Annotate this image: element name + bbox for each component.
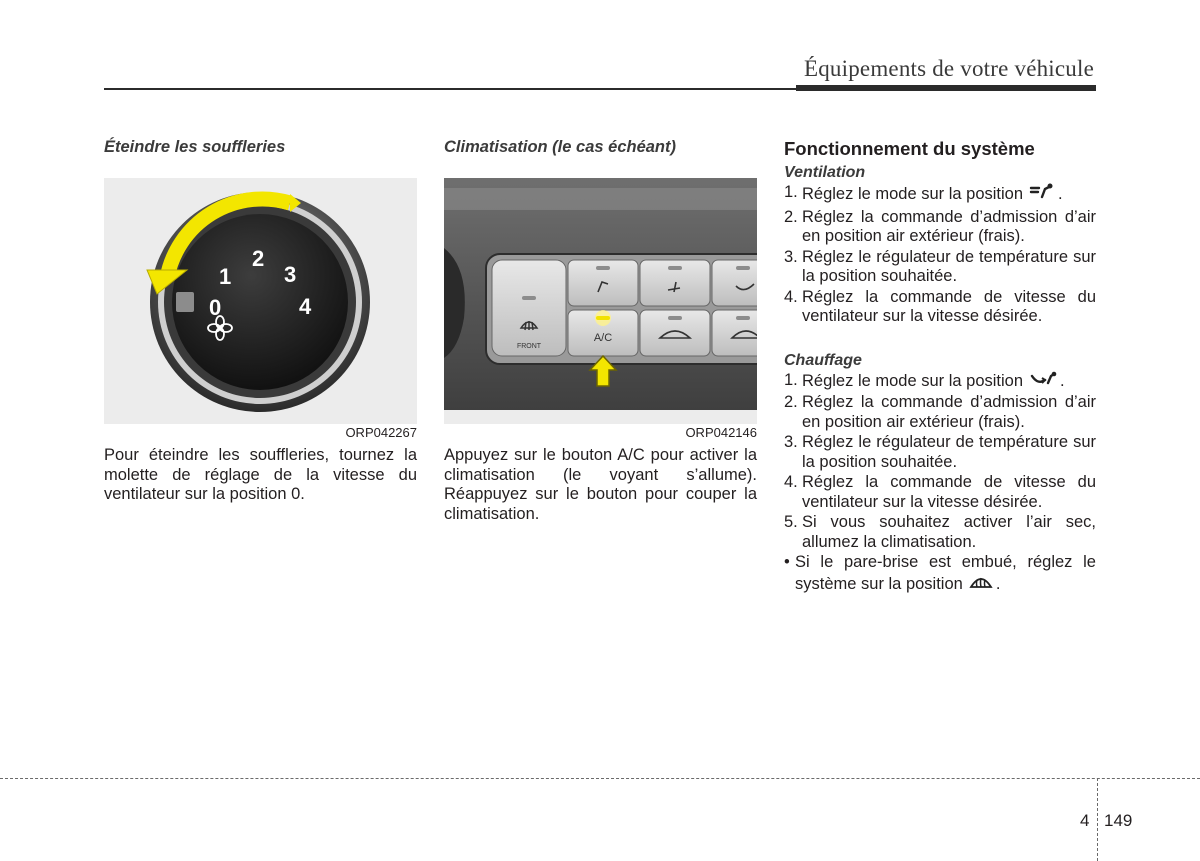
step-number: 1. — [784, 370, 798, 389]
fresh-air-button — [712, 310, 757, 356]
dial-label-2: 2 — [252, 246, 265, 271]
ac-label: A/C — [593, 332, 613, 344]
floor-vent-mode-icon — [1029, 371, 1057, 393]
step-text: Si le pare-brise est embué, réglez le système sur la position — [795, 553, 1096, 593]
heating-title: Chauffage — [784, 351, 862, 369]
step-text: Si vous souhaitez activer l’air sec, allumez la climatisation. — [802, 513, 1096, 551]
footer-divider — [1097, 778, 1098, 861]
fan-dial-figure — [104, 178, 417, 424]
fan-speed-dial-illustration — [104, 178, 417, 424]
step-text: Réglez le régulateur de température sur la position souhaitée. — [802, 433, 1096, 471]
step-text: Réglez la commande de vitesse du ventilateur sur la vitesse désirée. — [802, 287, 1096, 325]
column-air-conditioning — [444, 138, 757, 524]
step-number: 3. — [784, 433, 798, 451]
mode-button-floor — [712, 260, 757, 306]
list-item — [784, 393, 1096, 432]
ventilation-steps — [784, 183, 1096, 327]
step-end: . — [995, 574, 1001, 593]
step-number: 2. — [784, 393, 798, 411]
step-number: 2. — [784, 207, 798, 226]
step-end: . — [1060, 371, 1065, 390]
list-item — [784, 208, 1096, 247]
list-item — [784, 553, 1096, 596]
dial-label-3: 3 — [284, 262, 297, 287]
ac-indicator-light — [596, 316, 610, 320]
list-item — [784, 183, 1096, 207]
ac-body: Appuyez sur le bouton A/C pour activer la climatisation (le voyant s’allume). Réappuyez sur le bouton pour couper la climatisation. — [444, 446, 757, 523]
dial-label-0: 0 — [209, 295, 222, 320]
section-title: Fonctionnement du système — [784, 138, 1035, 159]
list-item — [784, 288, 1096, 327]
climate-panel-illustration — [444, 178, 757, 424]
front-defrost-button — [492, 260, 566, 356]
step-text: Réglez le régulateur de température sur la position souhaitée. — [802, 247, 1096, 285]
column-system-operation — [784, 138, 1096, 597]
column-fan-off — [104, 138, 417, 505]
step-text: Réglez la commande d’admission d’air en position air extérieur (frais). — [802, 207, 1096, 245]
spacer — [784, 328, 1096, 348]
step-text: Réglez le mode sur la position — [802, 371, 1024, 390]
list-item — [784, 248, 1096, 287]
step-number: 4. — [784, 473, 798, 491]
step-number: 5. — [784, 513, 798, 531]
ac-panel-figure — [444, 178, 757, 424]
defrost-icon — [969, 573, 993, 597]
dial-label-4: 4 — [299, 294, 312, 319]
fan-off-heading: Éteindre les souffleries — [104, 138, 286, 156]
dial-knob — [172, 214, 348, 390]
ac-heading: Climatisation (le cas échéant) — [444, 138, 676, 156]
step-number: 4. — [784, 287, 798, 306]
step-text: Réglez le mode sur la position — [802, 185, 1024, 204]
footer-rule — [0, 778, 1200, 779]
figure-code: ORP042267 — [345, 425, 417, 440]
header-rule-accent — [796, 85, 1096, 91]
page-number: 149 — [1104, 811, 1133, 830]
chapter-number: 4 — [1080, 811, 1090, 830]
ventilation-title: Ventilation — [784, 164, 866, 181]
step-text: Réglez la commande d’admission d’air en position air extérieur (frais). — [802, 393, 1096, 431]
list-item — [784, 371, 1096, 393]
step-number: 1. — [784, 183, 798, 201]
figure-code: ORP042146 — [685, 425, 757, 440]
step-end: . — [1058, 185, 1063, 204]
list-item — [784, 513, 1096, 552]
heating-steps — [784, 371, 1096, 597]
header-title: Équipements de votre véhicule — [803, 56, 1094, 81]
list-item — [784, 433, 1096, 472]
fan-off-body: Pour éteindre les souffleries, tournez la molette de réglage de la vitesse du ventilateur sur la position 0. — [104, 446, 417, 503]
list-item — [784, 473, 1096, 512]
front-label: FRONT — [516, 343, 542, 350]
dial-label-1: 1 — [219, 264, 232, 289]
dial-pointer — [176, 292, 194, 312]
face-vent-mode-icon — [1029, 183, 1055, 207]
bullet-mark: • — [784, 553, 790, 571]
step-number: 3. — [784, 247, 798, 266]
step-text: Réglez la commande de vitesse du ventilateur sur la vitesse désirée. — [802, 473, 1096, 511]
